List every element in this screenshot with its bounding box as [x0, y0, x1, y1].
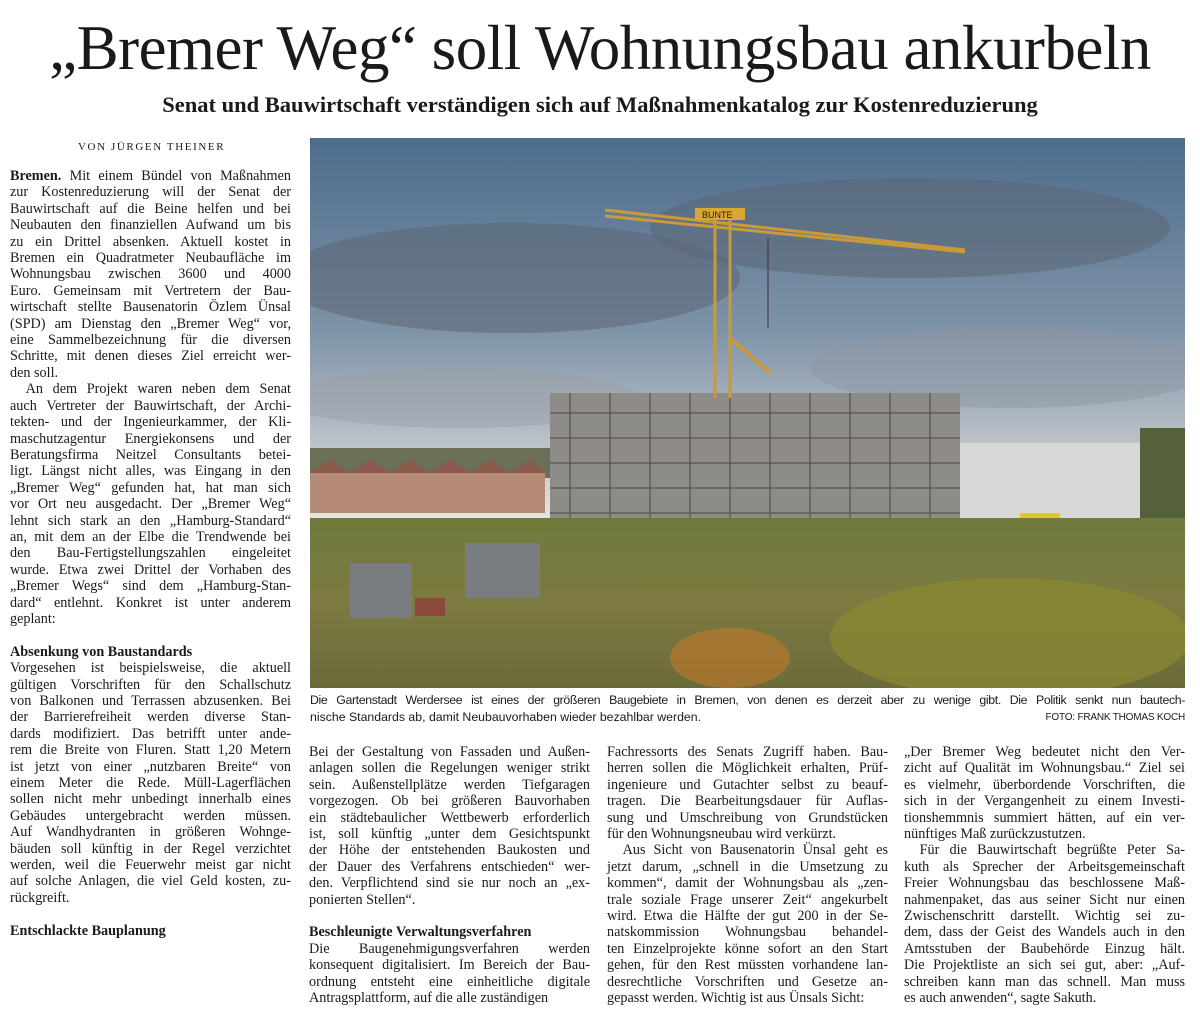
text-line: wirtschaft stellte Bausenatorin Özlem Ünsal [10, 299, 291, 316]
text-line: Neubauten den finanziellen Aufwand um bis [10, 217, 291, 234]
text-line: konsequent digitalisiert. Im Bereich der Bau- [309, 957, 590, 974]
text-line: jetzt darum, „schnell in die Umsetzung zu [607, 858, 888, 875]
text-line: (SPD) am Dienstag den „Bremer Weg“ vor, [10, 315, 291, 332]
text-line: dard“ entlehnt. Konkret ist unter anderem [10, 594, 291, 611]
text-line: gültigen Vorschriften für den Schallschutz [10, 676, 291, 693]
section-heading: Absenkung von Baustandards [10, 643, 193, 660]
text-line-content: Mit einem Bündel von Maßnahmen [61, 168, 291, 184]
text-line: vorgezogen. Ob bei größeren Bauvorhaben [309, 793, 590, 810]
text-line: der Barrierefreiheit werden diverse Stan- [10, 709, 291, 726]
article-column-4 [904, 744, 1185, 1007]
text-line: natskommission Wohnungsbau behandel- [607, 924, 888, 941]
article-column-2 [309, 744, 590, 1006]
text-line: werden, weil die Feuerwehr meist gar nicht [10, 857, 291, 874]
text-line: zu ein Drittel absenken. Aktuell kostet in [10, 233, 291, 250]
text-line: Bauwirtschaft auf die Beine helfen und bei [10, 200, 291, 217]
text-line: auch Vertreter der Bauwirtschaft, der Archi- [10, 397, 291, 414]
text-line: den. Verpflichtend sind sie nur noch an „ex- [309, 875, 590, 892]
text-line: Amtsstuben der Baubehörde Einzug hält. [904, 940, 1185, 957]
paragraph [607, 744, 888, 842]
text-line: Euro. Gemeinsam mit Vertretern der Bau- [10, 282, 291, 299]
headline: „Bremer Weg“ soll Wohnungsbau ankurbeln [49, 13, 1151, 83]
paragraph [10, 660, 291, 906]
text-line: Die Baugenehmigungsverfahren werden [309, 940, 590, 957]
text-line: Schritte, mit denen dieses Ziel erreicht wer- [10, 348, 291, 365]
text-line: Fachressorts des Senats Zugriff haben. Bau- [607, 744, 888, 760]
paragraph [607, 842, 888, 1006]
paragraph [10, 168, 291, 381]
text-line: sung und Umschreibung von Grundstücken [607, 809, 888, 826]
text-line: ligt. Längst nicht alles, was Eingang in den [10, 463, 291, 480]
text-line: der Dauer des Verfahrens entschieden“ wer- [309, 858, 590, 875]
text-line: ingenieure und Gutachter selbst zu beauf- [607, 776, 888, 793]
text-line: Zwischenschritt darstellt. Wichtig sei zu- [904, 908, 1185, 925]
subheadline: Senat und Bauwirtschaft verständigen sich auf Maßnahmenkatalog zur Kostenreduzierung [162, 92, 1038, 117]
photo-caption [310, 692, 1185, 726]
text-line: kuth als Sprecher der Arbeitsgemeinschaft [904, 858, 1185, 875]
text-line: Vorgesehen ist beispielsweise, die aktuell [10, 660, 291, 677]
text-line: ist, soll künftig „unter dem Gesichtspunkt [309, 826, 590, 843]
text-line: „Bremer Weg“ gefunden hat, hat man sich [10, 479, 291, 496]
paragraph [309, 744, 590, 908]
text-line: auf solche Anlagen, die viel Geld kosten, zu- [10, 873, 291, 890]
text-line: Beratungsfirma Neitzel Consultants betei- [10, 446, 291, 463]
dateline: Bremen. [10, 168, 62, 184]
text-line: Die Projektliste an sich sei gut, aber: „Auf- [904, 957, 1185, 974]
text-line: schreiben kann man das schnell. Man muss [904, 973, 1185, 990]
text-line: gepasst werden. Wichtig ist aus Ünsals Sicht: [607, 990, 865, 1007]
text-line: tionshemmnis summiert hätten, auf ein ver- [904, 809, 1185, 826]
text-line: der Höhe der entstehenden Baukosten und [309, 842, 590, 859]
article-column-3 [607, 744, 888, 1007]
text-line: eine Sammelbezeichnung für die diversen [10, 332, 291, 349]
text-line: herren sollen die Möglichkeit erhalten, Prüf- [607, 760, 888, 777]
text-line: anlagen sollen die Regelungen weniger strikt [309, 760, 590, 777]
text-line: tragen. Die Bearbeitungsdauer für Auflas- [607, 793, 888, 810]
text-line: maschutzagentur Energiekonsens und der [10, 430, 291, 447]
paragraph [904, 842, 1185, 1006]
text-line: nünftiges Maß zurückzustutzen. [904, 826, 1086, 843]
text-line: zur Kostenreduzierung will der Senat der [10, 184, 291, 201]
paragraph [10, 381, 291, 627]
text-line: vor Ort neu ausgedacht. Der „Bremer Weg“ [10, 496, 291, 513]
text-line: „Bremer Wegs“ sind dem „Hamburg-Stan- [10, 578, 291, 595]
text-line: lehnt sich stark an den „Hamburg-Standard“ [10, 512, 291, 529]
text-line: ist jetzt von einer „nutzbaren Breite“ von [10, 758, 291, 775]
text-line: Wohnungsbau zwischen 3600 und 4000 [10, 266, 291, 283]
text-line: An dem Projekt waren neben dem Senat [25, 381, 291, 398]
text-line: wurde. Etwa zwei Drittel der Vorhaben des [10, 561, 291, 578]
text-line: an, mit dem an der Elbe die Trendwende bei [10, 528, 291, 545]
caption-text-line-1: Die Gartenstadt Werdersee ist eines der größeren Baugebiete in Bremen, von denen es derzeit aber zu wenige gibt. Die Politik senkt nun bautech- [310, 693, 1185, 707]
text-line: trale soziale Frage unserer Zeit“ angekurbelt [607, 891, 888, 908]
text-line: sein. Außenstellplätze werden Tiefgaragen [309, 776, 590, 793]
byline: VON JÜRGEN THEINER [78, 141, 226, 153]
paragraph [309, 941, 590, 1007]
text-line: sich in der Vergangenheit zu einem Investi- [904, 793, 1185, 810]
text-line: Bremen ein Quadratmeter Neubaufläche im [10, 250, 291, 267]
text-line: sollen nicht mehr unbedingt innerhalb eines [10, 791, 291, 808]
text-line: geplant: [10, 610, 56, 627]
article-column-1 [10, 168, 291, 939]
text-line: kommen“, damit der Wohnungsbau als „zen- [607, 875, 888, 892]
text-line: Für die Bauwirtschaft begrüßte Peter Sa- [919, 842, 1185, 859]
text-line: rückgreift. [10, 889, 70, 906]
text-line: den Bau-Fertigstellungszahlen eingeleitet [10, 545, 291, 562]
text-line: zicht auf Qualität im Wohnungsbau.“ Ziel sei [904, 760, 1185, 777]
text-line: von Balkonen und Terrassen abzusenken. Bei [10, 692, 291, 709]
text-line: den soll. [10, 364, 59, 381]
text-line: ten Einzelprojekte könne sofort an den Start [607, 940, 888, 957]
text-line: für den Wohnungsneubau wird verkürzt. [607, 826, 837, 843]
text-line [10, 168, 291, 184]
text-line: „Der Bremer Weg bedeutet nicht den Ver- [904, 744, 1185, 760]
text-line: Antragsplattform, auf die alle zuständigen [309, 990, 549, 1007]
text-line: wird. Etwa die Hälfte der gut 200 in der Se- [607, 908, 888, 925]
caption-text-line-2: nische Standards ab, damit Neubauvorhaben wieder bezahlbar werden. [310, 710, 702, 724]
crane-brand: BUNTE [702, 210, 733, 220]
text-line: einem Meter die Rede. Müll-Lagerflächen [10, 775, 291, 792]
section-heading: Entschlackte Bauplanung [10, 922, 166, 939]
text-line: gehen, für den Rest müssten vorhandene lan- [607, 957, 888, 974]
text-line: rem die Breite von Fluren. Statt 1,20 Metern [10, 742, 291, 759]
text-line: Gebäudes untergebracht werden müssen. [10, 807, 291, 824]
text-line: es auch anwenden“, sagte Sakuth. [904, 990, 1097, 1007]
text-line: nahmenpaket, das aus seiner Sicht nur einen [904, 891, 1185, 908]
text-line: Aus Sicht von Bausenatorin Ünsal geht es [622, 842, 888, 859]
text-line: desrechtliche Vorschriften und Gesetze an- [607, 973, 888, 990]
text-line: ein städtebaulicher Wettbewerb erforderlich [309, 809, 590, 826]
text-line: Auf Wandhydranten in größeren Wohnge- [10, 824, 291, 841]
text-line: bäuden soll künftig in der Regel verzichtet [10, 840, 291, 857]
text-line: ordnung entsteht eine einheitliche digitale [309, 973, 590, 990]
section-heading: Beschleunigte Verwaltungsverfahren [309, 924, 532, 941]
text-line: Bei der Gestaltung von Fassaden und Außen- [309, 744, 590, 760]
construction-site-photo [310, 138, 1185, 688]
paragraph [904, 744, 1185, 842]
text-line: tekten- und der Ingenieurkammer, der Kli- [10, 414, 291, 431]
text-line: Freier Wohnungsbau das beschlossene Maß- [904, 875, 1185, 892]
text-line: dards modifiziert. Das betrifft unter ande- [10, 725, 291, 742]
text-line: dem, dass der Geist des Wandels auch in den [904, 924, 1185, 941]
text-line: es vielmehr, überbordende Vorschriften, die [904, 776, 1185, 793]
text-line: ponierten Stellen“. [309, 891, 416, 908]
photo-credit: FOTO: FRANK THOMAS KOCH [1045, 712, 1185, 723]
